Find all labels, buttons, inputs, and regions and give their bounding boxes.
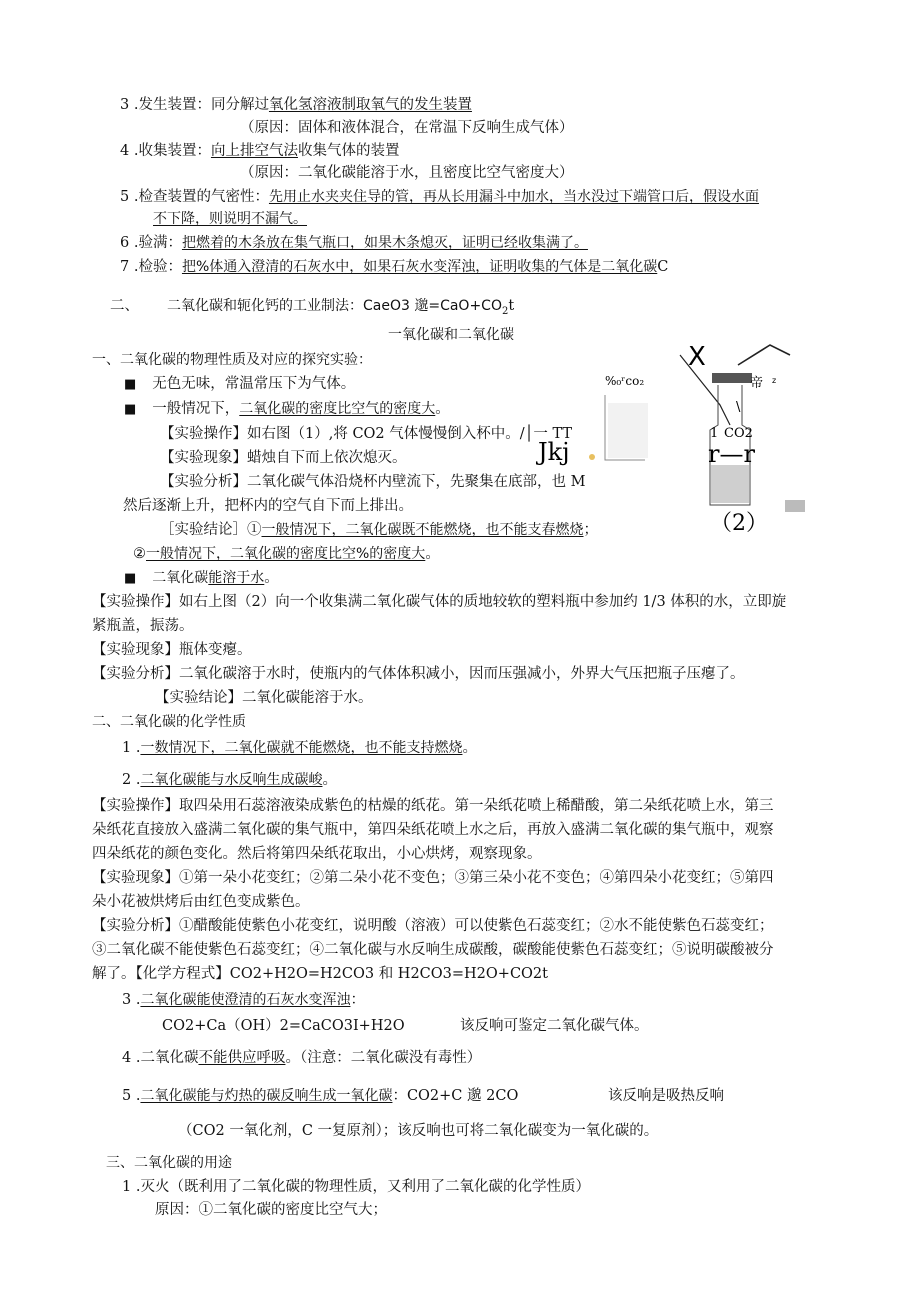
candle-flame-icon (589, 454, 595, 460)
exp3-operation: 【实验操作】取四朵用石蕊溶液染成紫色的枯燥的纸花。第一朵纸花喷上稀醋酸，第二朵纸花喷上水，第三 (92, 798, 774, 814)
exp3-analysis-cont1: ③二氧化碳不能使紫色石蕊变红；④二氧化碳与水反响生成碳酸，碳酸能使紫色石蕊变红；⑤说明碳酸被分 (92, 942, 774, 958)
exp1-analysis-cont: 然后逐渐上升，把杯内的空气自下而上排出。 (123, 498, 413, 514)
use-1-reason: 原因：①二氧化碳的密度比空气大； (155, 1202, 387, 1218)
item-4-collection: 4 .收集装置：向上排空气法收集气体的装置 (120, 143, 400, 159)
use-1: 1 .灭火（既利用了二氧化碳的物理性质，又利用了二氧化碳的化学性质） (122, 1179, 590, 1195)
chem-3: 3 .二氧化碳能使澄清的石灰水变浑浊： (122, 992, 365, 1008)
experiment-figure (538, 342, 820, 536)
item-3-generation: 3 .发生装置：同分解过氧化氢溶液制取氧气的发生装置 (120, 97, 472, 113)
exp1-analysis: 【实验分析】二氧化碳气体沿烧杯内壁流下，先聚集在底部，也 M (160, 474, 586, 490)
garbled-label: Jkj (538, 438, 570, 466)
exp2-operation: 【实验操作】如右上图（2）向一个收集满二氧化碳气体的质地较软的塑料瓶中参加约 1/3 体积的水，立即旋 (92, 594, 787, 610)
chem-4: 4 .二氧化碳不能供应呼吸。（注意：二氧化碳没有毒性） (122, 1050, 482, 1066)
z-mark: z (772, 376, 777, 385)
chem-5-note: （CO2 一氧化剂，C 一复原剂）；该反响也可将二氧化碳变为一氧化碳的。 (178, 1123, 659, 1139)
exp3-phenomenon-cont: 朵小花被烘烤后由红色变成紫色。 (92, 894, 310, 910)
square-bullet-icon: ■ (124, 377, 137, 392)
page-title: 一氧化碳和二氧化碳 (388, 327, 514, 343)
beaker-shading (608, 403, 648, 458)
exp2-analysis: 【实验分析】二氧化碳溶于水时，使瓶内的气体体积减小，因而压强减小，外界大气压把瓶子压瘪了。 (92, 666, 745, 682)
co2-label-2: CO2 (724, 426, 753, 441)
bottle-cap (712, 373, 752, 383)
co2-label-1: %₀ʳco₂ (605, 374, 645, 388)
exp1-conclusion-1: ［实验结论］①一般情况下，二氧化碳既不能燃烧，也不能支春燃烧； (160, 522, 598, 538)
exp3-analysis: 【实验分析】①醋酸能使紫色小花变红，说明酸（溶液）可以使紫色石蕊变红；②水不能使紫色石蕊变红； (92, 918, 774, 934)
slash-mark: \ (736, 400, 741, 415)
bottle-label: 帝 (750, 376, 764, 391)
cross-mark: X (688, 342, 706, 372)
rr-label: r—r (708, 440, 755, 468)
exp3-operation-cont2: 四朵纸花的颜色变化。然后将第四朵纸花取出，小心烘烤，观察现象。 (92, 846, 542, 862)
chem-1: 1 .一数情况下，二氧化碳就不能燃烧，也不能支持燃烧。 (122, 740, 477, 756)
label-shading (785, 500, 805, 512)
item-4-reason: （原因：二氧化碳能溶于水，且密度比空气密度大） (240, 165, 574, 181)
item-6-full-check: 6 .验满：把燃着的木条放在集气瓶口，如果木条熄灭，证明已经收集满了。 (120, 235, 588, 251)
exp1-conclusion-2: ②一般情况下，二氧化碳的密度比空%的密度大。 (133, 546, 440, 562)
item-5-continuation: 不下降，则说明不漏气。 (153, 211, 307, 227)
exp2-conclusion: 【实验结论】二氧化碳能溶于水。 (155, 690, 373, 706)
exp1-operation: 【实验操作】如右图（1）,将 CO2 气体慢慢倒入杯中。/│一 TT (160, 426, 573, 442)
heading-uses: 三、二氧化碳的用途 (106, 1155, 232, 1171)
bullet-1: ■ 无色无味，常温常压下为气体。 (124, 376, 356, 392)
exp3-analysis-cont2: 解了。【化学方程式】CO2+H2O=H2CO3 和 H2CO3=H2O+CO2t (92, 966, 548, 982)
exp2-phenomenon: 【实验现象】瓶体变瘪。 (92, 642, 252, 658)
bullet-2: ■ 一般情况下，二氧化碳的密度比空气的密度大。 (124, 401, 450, 417)
square-bullet-icon: ■ (124, 571, 137, 586)
item-7-test: 7 .检验：把%体通入澄清的石灰水中，如果石灰水变浑浊，证明收集的气体是二氧化碳C (120, 259, 669, 275)
section-industrial: 二、 二氧化碳和轭化钙的工业制法：CaeO3 邈$=CaO+CO_2t$ (110, 298, 515, 317)
figure-2-label: （2） (710, 511, 768, 536)
square-bullet-icon: ■ (124, 402, 137, 417)
bottle-water (711, 465, 749, 503)
exp3-phenomenon: 【实验现象】①第一朵小花变红；②第二朵小花不变色；③第三朵小花不变色；④第四朵小花变红；⑤第四 (92, 870, 774, 886)
bullet-3: ■ 二氧化碳能溶于水。 (124, 570, 279, 586)
exp1-phenomenon: 【实验现象】蜡烛自下而上依次熄灭。 (160, 450, 407, 466)
item-3-reason: （原因：固体和液体混合，在常温下反响生成气体） (240, 120, 574, 136)
chem-5: 5 .二氧化碳能与灼热的碳反响生成一氧化碳：CO2+C 邈 2CO 该反响是吸热反响 (122, 1088, 724, 1104)
exp3-operation-cont1: 朵纸花直接放入盛满二氧化碳的集气瓶中，第四朵纸花喷上水之后，再放入盛满二氧化碳的集气瓶中，观察 (92, 822, 774, 838)
flask-edge (738, 345, 790, 365)
chem-3-equation: CO2+Ca（OH）2=CaCO3I+H2O 该反响可鉴定二氧化碳气体。 (162, 1018, 649, 1034)
item-5-airtight: 5 .检查装置的气密性：先用止水夹夹住导的管，再从长用漏斗中加水，当水没过下端管口后，假设水面 (120, 189, 759, 205)
exp2-operation-cont: 紧瓶盖，振荡。 (92, 618, 194, 634)
heading-physical-properties: 一、二氧化碳的物理性质及对应的探究实验： (92, 352, 372, 368)
label-1: 1 (710, 426, 719, 441)
apparatus-drawing (538, 342, 820, 536)
chem-2: 2 .二氧化碳能与水反响生成碳峻。 (122, 772, 337, 788)
heading-chemical-properties: 二、二氧化碳的化学性质 (92, 714, 246, 730)
